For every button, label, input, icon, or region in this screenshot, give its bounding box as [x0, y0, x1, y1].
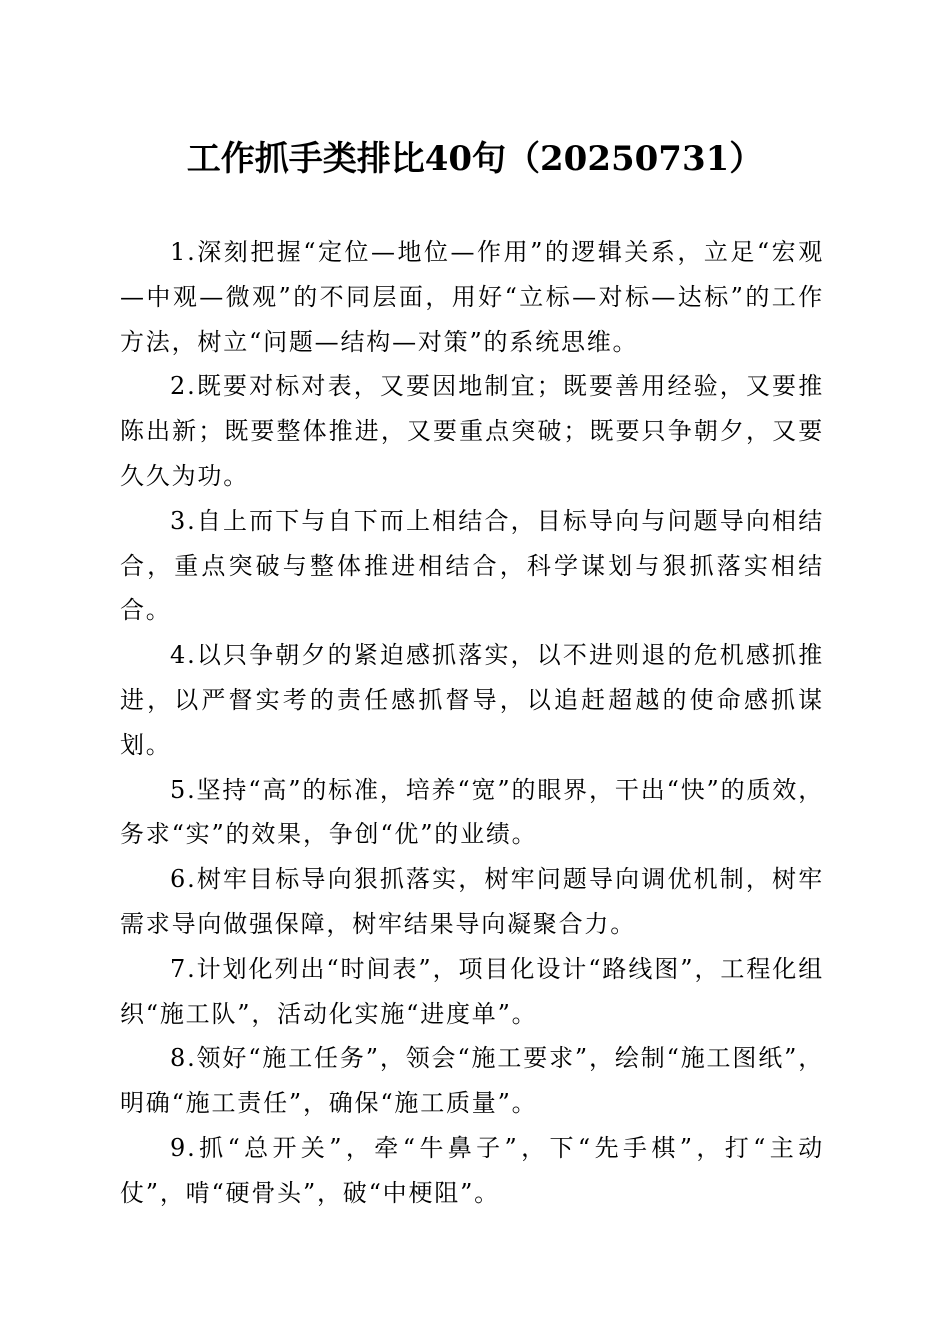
paragraph-6: 6.树牢目标导向狠抓落实，树牢问题导向调优机制，树牢需求导向做强保障，树牢结果导向凝聚合力。	[120, 865, 824, 938]
paragraph-5: 5.坚持“高”的标准，培养“宽”的眼界，干出“快”的质效，务求“实”的效果，争创“优”的业绩。	[120, 775, 824, 849]
paragraph-7: 7.计划化列出“时间表”，项目化设计“路线图”，工程化组织“施工队”，活动化实施“进度单”。	[120, 954, 824, 1028]
document-title: 工作抓手类排比40句（20250731）	[186, 139, 764, 179]
paragraph-9: 9.抓“总开关”，牵“牛鼻子”，下“先手棋”，打“主动仗”，啃“硬骨头”，破“中梗阻”。	[120, 1133, 824, 1207]
paragraph-2: 2.既要对标对表，又要因地制宜；既要善用经验，又要推陈出新；既要整体推进，又要重点突破；既要只争朝夕，又要久久为功。	[120, 372, 824, 490]
paragraph-8: 8.领好“施工任务”，领会“施工要求”，绘制“施工图纸”，明确“施工责任”，确保“施工质量”。	[120, 1044, 824, 1118]
document-body	[120, 230, 824, 1216]
paragraph-1: 1.深刻把握“定位—地位—作用”的逻辑关系，立足“宏观—中观—微观”的不同层面，用好“立标—对标—达标”的工作方法，树立“问题—结构—对策”的系统思维。	[120, 238, 824, 356]
paragraph-3: 3.自上而下与自下而上相结合，目标导向与问题导向相结合，重点突破与整体推进相结合，科学谋划与狠抓落实相结合。	[120, 506, 824, 625]
paragraph-4: 4.以只争朝夕的紧迫感抓落实，以不进则退的危机感抓推进，以严督实考的责任感抓督导，以追赶超越的使命感抓谋划。	[120, 641, 824, 759]
